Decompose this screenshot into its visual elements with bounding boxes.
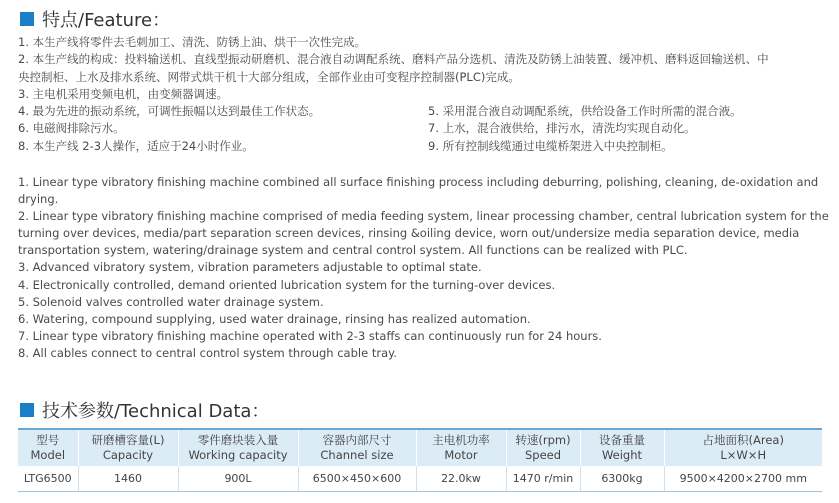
- cell-channel-size: 6500×450×600: [298, 466, 416, 492]
- cell-model: LTG6500: [18, 466, 78, 492]
- header-speed: 转速(rpm) Speed: [506, 429, 580, 466]
- cn-item: 9. 所有控制线缆通过电缆桥架进入中央控制柜。: [428, 138, 673, 153]
- header-weight: 设备重量 Weight: [580, 429, 664, 466]
- section-marker-icon: [20, 12, 34, 26]
- cn-item: 4. 最为先进的振动系统，可调性振幅以达到最佳工作状态。: [18, 104, 321, 119]
- technical-data-table: [18, 428, 822, 492]
- cell-capacity: 1460: [78, 466, 178, 492]
- english-feature-list: [18, 174, 829, 362]
- cell-motor: 22.0kw: [416, 466, 506, 492]
- header-motor: 主电机功率 Motor: [416, 429, 506, 466]
- chinese-feature-list: [18, 34, 821, 155]
- cell-weight: 6300kg: [580, 466, 664, 492]
- en-item: 1. Linear type vibratory finishing machine combined all surface finishing process including deburring, polishing, cleaning, de-oxidation and: [18, 175, 819, 189]
- cn-item: 8. 本生产线 2-3人操作，适应于24小时作业。: [18, 138, 254, 153]
- en-item: 2. Linear type vibratory finishing machine comprised of media feeding system, linear processing chamber, central lubrication system for the: [18, 209, 829, 224]
- technical-data-section-title: [20, 397, 269, 423]
- cn-item: 1. 本生产线将零件去毛刺加工、清洗、防锈上油、烘干一次性完成。: [18, 35, 367, 49]
- header-model: 型号 Model: [18, 429, 78, 466]
- en-item: 3. Advanced vibratory system, vibration parameters adjustable to optimal state.: [18, 260, 482, 275]
- cell-speed: 1470 r/min: [506, 466, 580, 492]
- en-item: 7. Linear type vibratory finishing machine operated with 2-3 staffs can continuously run for 24 hours.: [18, 328, 602, 343]
- en-item: 8. All cables connect to central control system through cable tray.: [18, 345, 397, 360]
- cell-area: 9500×4200×2700 mm: [664, 466, 822, 492]
- cn-item: 央控制柜、上水及排水系统、网带式烘干机十大部分组成，全部作业由可变程序控制器(PLC)完成。: [18, 69, 520, 84]
- en-item: transportation system, watering/drainage system and central control system. All functions can be realized with PLC.: [18, 243, 688, 258]
- header-working-capacity: 零件磨块装入量 Working capacity: [178, 429, 298, 466]
- en-item: turning over devices, media/part separation screen devices, rinsing &oiling device, worn out/undersize media separation device, media: [18, 226, 800, 241]
- en-item: 4. Electronically controlled, demand oriented lubrication system for the turning-over devices.: [18, 277, 556, 292]
- section-marker-icon: [20, 403, 34, 417]
- feature-title-text: 特点/Feature：: [42, 10, 171, 31]
- tech-title-text: 技术参数/Technical Data：: [42, 401, 270, 422]
- cell-working-capacity: 900L: [178, 466, 298, 492]
- header-channel-size: 容器内部尺寸 Channel size: [298, 429, 416, 466]
- cn-item: 7. 上水，混合液供给，排污水，清洗均实现自动化。: [428, 121, 696, 136]
- cn-item: 2. 本生产线的构成：投料输送机、直线型振动研磨机、混合液自动调配系统、磨料产品分选机、清洗及防锈上油装置、缓冲机、磨料返回输送机、中: [18, 52, 769, 67]
- table-row: [18, 466, 822, 492]
- en-item: 6. Watering, compound supplying, used water drainage, rinsing has realized automation.: [18, 311, 531, 326]
- cn-pair-row: [18, 103, 821, 120]
- header-capacity: 研磨槽容量(L) Capacity: [78, 429, 178, 466]
- table-header-row: [18, 429, 822, 466]
- cn-item: 3. 主电机采用变频电机，由变频器调速。: [18, 86, 229, 101]
- feature-section-title: [20, 6, 170, 32]
- cn-item: 5. 采用混合液自动调配系统，供给设备工作时所需的混合液。: [428, 104, 742, 119]
- cn-pair-row: [18, 138, 821, 155]
- en-item: drying.: [18, 192, 59, 207]
- header-area: 占地面积(Area) L×W×H: [664, 429, 822, 466]
- cn-item: 6. 电磁阀排除污水。: [18, 121, 125, 136]
- cn-pair-row: [18, 120, 821, 137]
- en-item: 5. Solenoid valves controlled water drainage system.: [18, 294, 324, 309]
